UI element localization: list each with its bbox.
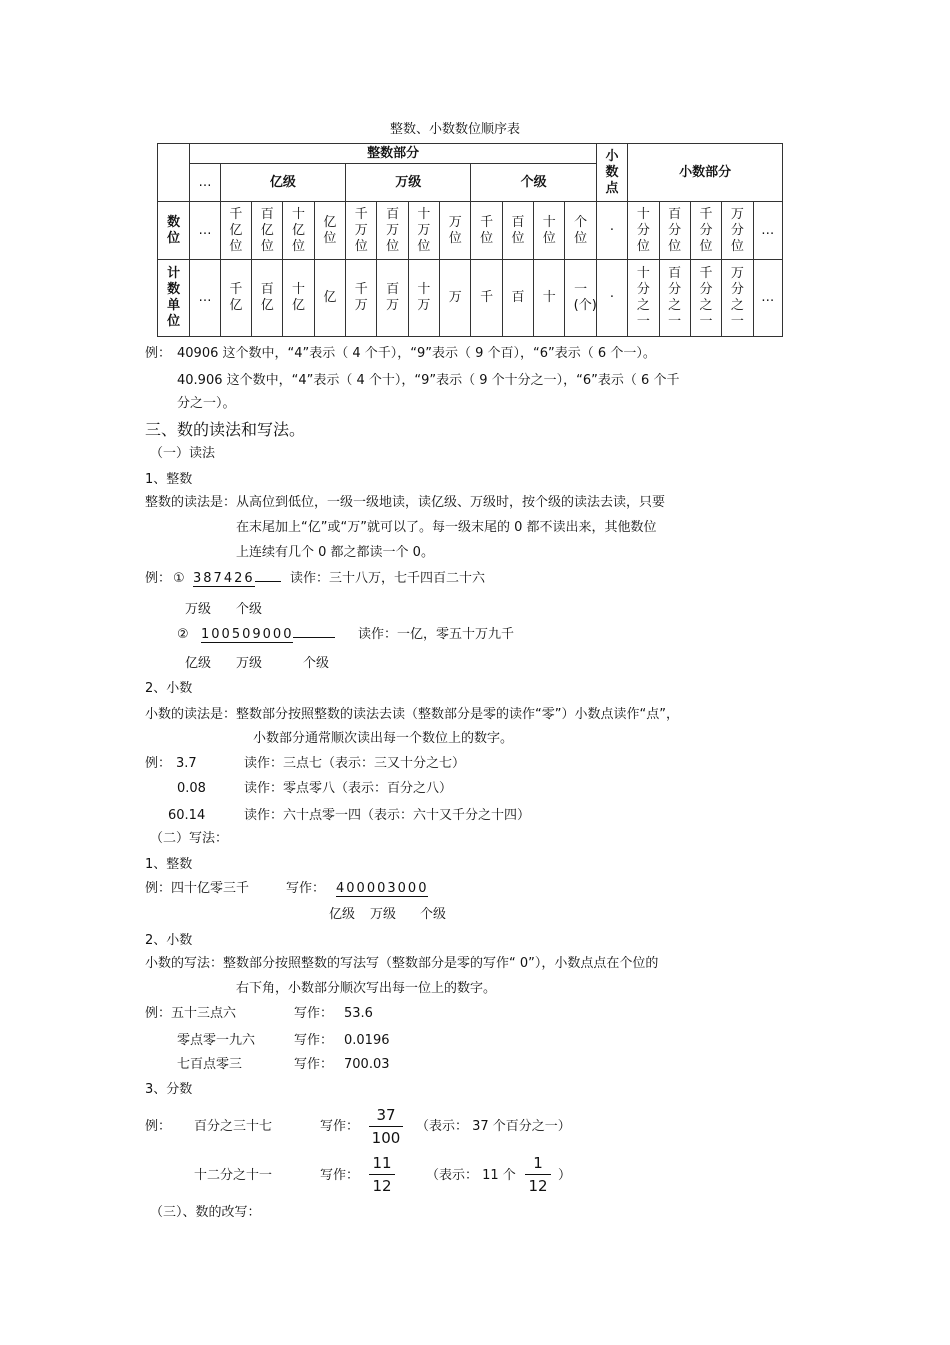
unit-cell: 亿 (314, 260, 345, 337)
subheading: 2、小数 (145, 933, 193, 948)
example-label: 七百点零三 (177, 1057, 243, 1072)
subsection-heading: （三）、数的改写： (150, 1205, 261, 1220)
unit-cell: 十万 (408, 260, 439, 337)
ellipsis-cell: … (190, 164, 220, 202)
digit-cell: 千位 (471, 202, 502, 260)
read-result: 读作：三十八万，七千四百二十六 (290, 571, 486, 586)
decimal-point-cell: · (596, 202, 627, 260)
example-number: 700.03 (344, 1057, 390, 1072)
fraction-numerator: 37 (369, 1108, 403, 1127)
subheading: 2、小数 (145, 681, 193, 696)
rule-text: 整数的读法是：从高位到低位，一级一级地读，读亿级、万级时，按个级的读法去读，只要 (145, 495, 666, 510)
digit-cell: 万位 (440, 202, 471, 260)
level-label: 个级 (236, 602, 263, 617)
example-number: 60.14 (168, 808, 206, 823)
row-label-unit: 计数单位 (158, 260, 190, 337)
place-value-table (157, 143, 783, 337)
unit-cell: 千万 (346, 260, 377, 337)
fraction (369, 1108, 403, 1146)
fraction (369, 1156, 395, 1194)
number-group: 0000 (346, 881, 388, 896)
rule-text: 右下角，小数部分顺次写出每一位上的数字。 (236, 981, 497, 996)
unit-cell: 十亿 (283, 260, 314, 337)
read-result: 读作：零点零八（表示：百分之八） (244, 781, 453, 796)
unit-cell: 十 (534, 260, 565, 337)
write-label: 写作： (294, 1057, 334, 1072)
fraction-numerator: 1 (525, 1156, 551, 1175)
subheading: 3、分数 (145, 1082, 193, 1097)
example-label: 例：四十亿零三千 (145, 881, 250, 896)
digit-cell: 十位 (534, 202, 565, 260)
table-row (158, 260, 783, 337)
subsection-heading: （二）写法： (150, 831, 229, 846)
number-group: 0050 (211, 627, 253, 642)
example-prefix: 例： (145, 756, 172, 771)
digit-cell: 十分位 (628, 202, 659, 260)
rule-text: 上连续有几个 0 都之都读一个 0。 (236, 545, 434, 560)
fraction-denominator: 12 (528, 1177, 548, 1195)
fraction-note: （表示： 11 个 (426, 1168, 516, 1183)
number-group: 426 (223, 571, 255, 586)
digit-cell: 十万位 (408, 202, 439, 260)
level-label: 万级 (236, 656, 263, 671)
ellipsis-cell: … (753, 202, 782, 260)
table-title: 整数、小数数位顺序表 (390, 122, 521, 137)
example-line: 分之一）。 (177, 396, 236, 411)
write-label: 写作： (286, 881, 326, 896)
level-label: 个级 (303, 656, 330, 671)
digit-cell: 个位 (565, 202, 596, 260)
digit-cell: 百万位 (377, 202, 408, 260)
example-number: 0.08 (177, 781, 206, 796)
digit-cell: 百分位 (659, 202, 690, 260)
rule-text: 小数部分通常顺次读出每一个数位上的数字。 (253, 731, 514, 746)
digit-cell: 万分位 (722, 202, 753, 260)
example-label: 例：五十三点六 (145, 1006, 237, 1021)
number-group (336, 882, 428, 897)
fraction-denominator: 12 (372, 1177, 392, 1195)
header-decimal-part: 小数部分 (628, 144, 783, 202)
unit-cell: 千亿 (220, 260, 251, 337)
number-group: 387 (193, 571, 224, 586)
digit-cell: 十亿位 (283, 202, 314, 260)
fraction-note: （表示： 37 个百分之一） (416, 1119, 571, 1134)
level-label: 万级 (370, 907, 397, 922)
ellipsis-cell: … (190, 260, 220, 337)
example-label: 十二分之十一 (194, 1168, 273, 1183)
digit-cell: 亿位 (314, 202, 345, 260)
write-label: 写作： (294, 1033, 334, 1048)
rule-text: 在末尾加上“亿”或“万”就可以了。每一级末尾的 0 都不读出来，其他数位 (236, 520, 657, 535)
example-marker: ① (173, 571, 185, 586)
unit-cell: 万分之一 (722, 260, 753, 337)
number-group: 3000 (387, 881, 429, 896)
subheading: 1、整数 (145, 857, 193, 872)
fraction-numerator: 11 (369, 1156, 395, 1175)
level-ge: 个级 (471, 164, 596, 202)
number-group: 9000 (252, 627, 294, 642)
unit-cell: 百 (502, 260, 533, 337)
unit-cell: 百分之一 (659, 260, 690, 337)
example-number: 53.6 (344, 1006, 373, 1021)
example-label: 百分之三十七 (194, 1119, 273, 1134)
rule-text: 小数的读法是：整数部分按照整数的读法去读（整数部分是零的读作“零”）小数点读作“点”， (145, 707, 679, 722)
level-yi: 亿级 (220, 164, 345, 202)
level-label: 万级 (185, 602, 212, 617)
ellipsis-cell: … (190, 202, 220, 260)
read-result: 读作：六十点零一四（表示：六十又千分之十四） (244, 808, 531, 823)
row-label-digit: 数位 (158, 202, 190, 260)
decimal-point-cell: · (596, 260, 627, 337)
header-decimal-point: 小数点 (596, 144, 627, 202)
unit-cell: 一(个) (565, 260, 596, 337)
number-group (193, 572, 281, 587)
unit-cell: 万 (440, 260, 471, 337)
example-line: 40.906 这个数中，“4”表示（ 4 个十），“9”表示（ 9 个十分之一），“6”表示（ 6 个千 (177, 373, 680, 388)
header-integer-part: 整数部分 (190, 144, 596, 164)
digit-cell: 百位 (502, 202, 533, 260)
read-result: 读作：一亿，零五十万九千 (358, 627, 515, 642)
level-label: 亿级 (329, 907, 356, 922)
level-label: 亿级 (185, 656, 212, 671)
rule-text: 小数的写法：整数部分按照整数的写法写（整数部分是零的写作“ 0”），小数点点在个位的 (145, 956, 659, 971)
digit-cell: 千分位 (690, 202, 721, 260)
write-label: 写作： (320, 1168, 360, 1183)
level-wan: 万级 (346, 164, 471, 202)
unit-cell: 百亿 (252, 260, 283, 337)
example-number: 0.0196 (344, 1033, 390, 1048)
digit-cell: 千万位 (346, 202, 377, 260)
unit-cell: 千 (471, 260, 502, 337)
read-result: 读作：三点七（表示：三又十分之七） (244, 756, 466, 771)
subsection-heading: （一）读法 (150, 446, 216, 461)
number-group: 1 (201, 627, 212, 642)
number-group: 4 (336, 881, 347, 896)
number-group (201, 628, 335, 643)
subheading: 1、整数 (145, 472, 193, 487)
ellipsis-cell: … (753, 260, 782, 337)
digit-cell: 百亿位 (252, 202, 283, 260)
write-label: 写作： (294, 1006, 334, 1021)
unit-cell: 千分之一 (690, 260, 721, 337)
example-marker: ② (177, 627, 189, 642)
fraction (525, 1156, 551, 1194)
example-prefix: 例： (145, 1119, 172, 1134)
example-label: 零点零一九六 (177, 1033, 256, 1048)
level-label: 个级 (420, 907, 447, 922)
example-line: 40906 这个数中，“4”表示（ 4 个千），“9”表示（ 9 个百），“6”表示（ 6 个一）。 (177, 346, 656, 361)
digit-cell: 千亿位 (220, 202, 251, 260)
unit-cell: 十分之一 (628, 260, 659, 337)
fraction-note: ） (558, 1168, 572, 1183)
example-prefix: 例： (145, 346, 172, 361)
write-label: 写作： (320, 1119, 360, 1134)
example-number: 3.7 (176, 756, 197, 771)
table-row (158, 202, 783, 260)
unit-cell: 百万 (377, 260, 408, 337)
section-heading: 三、数的读法和写法。 (145, 420, 306, 439)
example-prefix: 例： (145, 571, 172, 586)
fraction-denominator: 100 (371, 1129, 401, 1147)
